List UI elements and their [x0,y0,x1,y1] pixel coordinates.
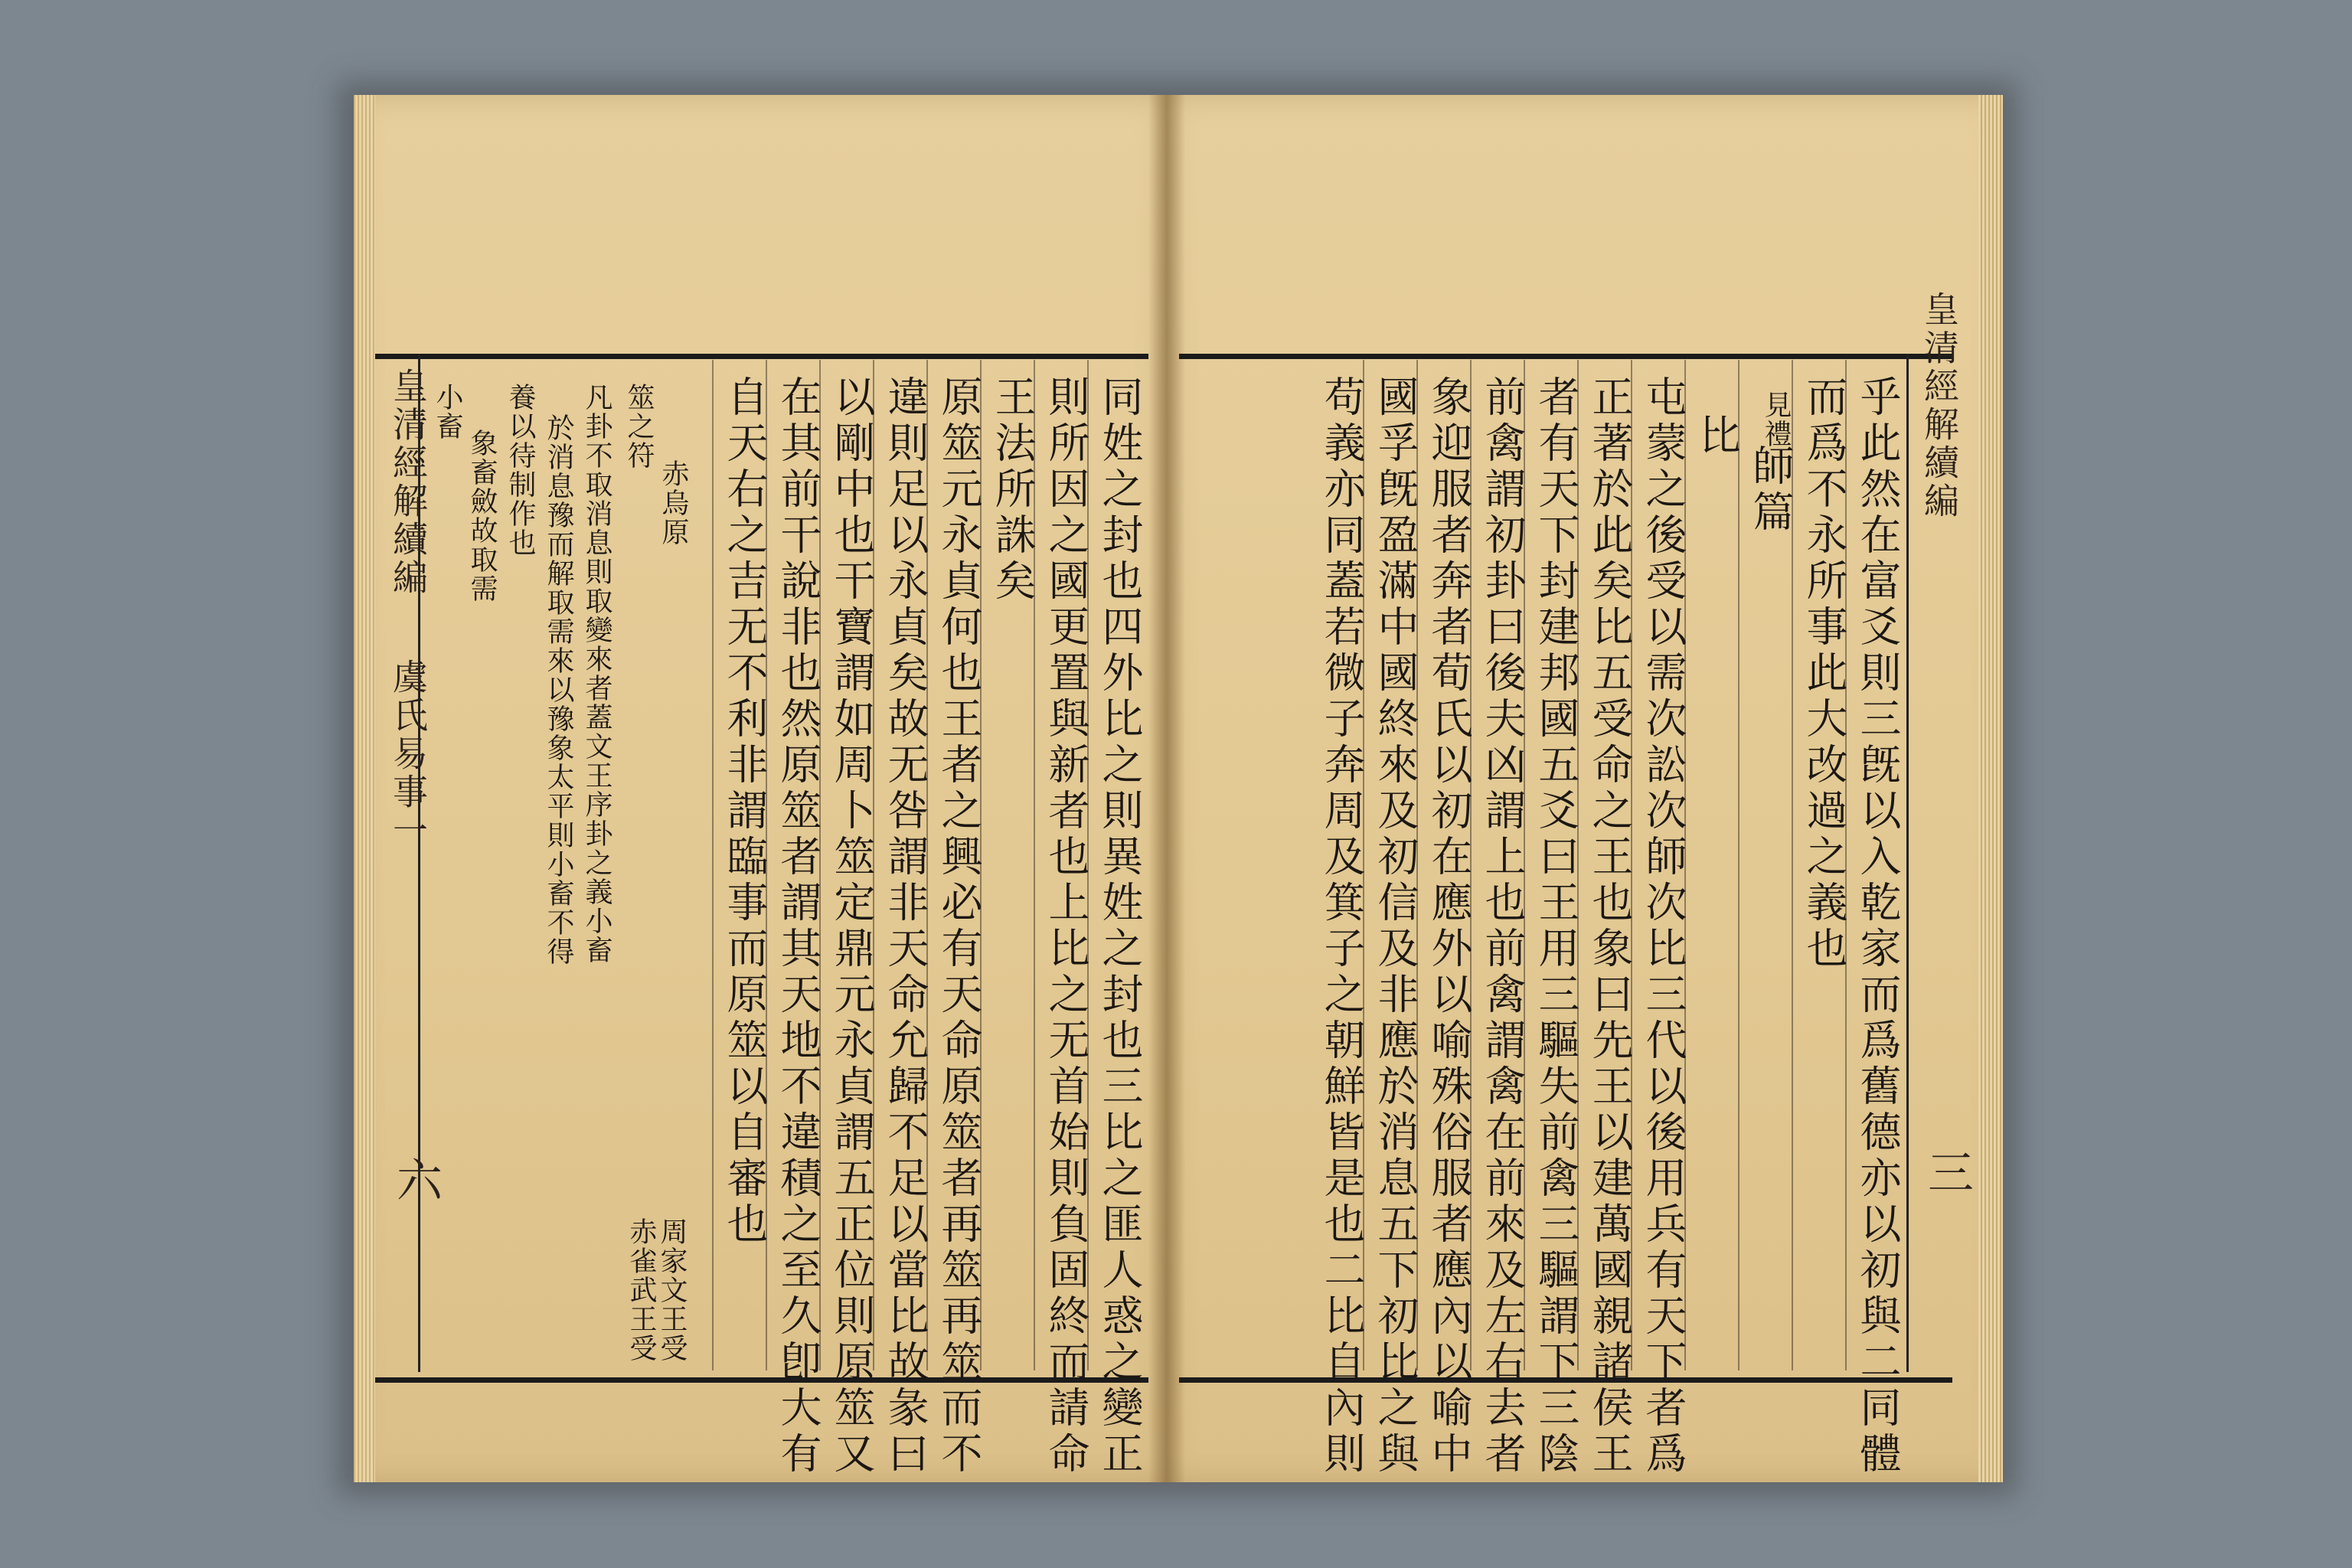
right-col-6: 正著於此矣比五受命之王也象曰先王以建萬國親諸侯王 [1586,375,1634,1478]
left-margin-section: 虞氏易事一 [387,658,429,850]
left-note-col-7: 赤烏原 [658,459,689,547]
left-note-col-2: 象畜斂故取需 [466,429,498,603]
right-margin-folio: 三 [1920,1148,1974,1197]
left-note-col-5: 凡卦不取消息則取變來者蓋文王序卦之義小畜 [581,383,612,965]
left-note-col-1: 小畜 [432,383,463,441]
right-col-8: 前禽謂初卦曰後夫凶謂上也前禽謂禽在前來及左右去者 [1478,375,1527,1478]
right-col-3: 師篇 [1746,444,1795,536]
left-margin-folio: 六 [389,1156,443,1205]
left-note-col-9: 周家文王受 [656,1217,688,1363]
right-col-7: 者有天下封建邦國五爻曰王用三驅失前禽三驅謂下三陰 [1532,375,1580,1478]
left-col-8: 自天右之吉无不利非謂臨事而原筮以自審也 [720,375,769,1248]
right-margin-title: 皇清經解續編 [1919,291,1960,521]
left-col-6: 以剛中也干寶謂如周卜筮定鼎元永貞謂五正位則原筮又 [828,375,876,1478]
left-col-3: 王法所誅矣 [988,375,1037,605]
right-col-11: 苟義亦同蓋若微子奔周及箕子之朝鮮皆是也二比自內則 [1318,375,1366,1478]
left-col-4: 原筮元永貞何也王者之興必有天命原筮者再筮再筮而不 [935,375,983,1478]
right-col-9: 象迎服者奔者荀氏以初在應外以喻殊俗服者應內以喻中 [1425,375,1473,1478]
right-col-10: 國孚旣盈滿中國終來及初信及非應於消息五下初比之與 [1371,375,1419,1478]
right-note-li: 見禮 [1760,390,1792,449]
left-note-col-6: 筮之符 [623,383,655,470]
left-note-col-3: 養以待制作也 [505,383,536,557]
right-col-2: 而爲不永所事此大改過之義也 [1800,375,1848,972]
left-col-2: 則所因之國更置與新者也上比之无首始則負固終而請命 [1042,375,1090,1478]
left-margin-title: 皇清經解續編 [387,368,429,597]
right-col-5: 屯蒙之後受以需次訟次師次比三代以後用兵有天下者爲 [1639,375,1687,1478]
left-note-col-8: 赤雀武王受 [626,1217,657,1363]
left-col-1: 同姓之封也四外比之則異姓之封也三比之匪人惑之變正 [1096,375,1144,1478]
left-col-7: 在其前干說非也然原筮者謂其天地不違積之至久卽大有 [774,375,822,1478]
right-col-1: 乎此然在富爻則三旣以入乾家而爲舊德亦以初與二同體 [1854,375,1902,1478]
left-col-5: 違則足以永貞矣故无咎謂非天命允歸不足以當比故彖曰 [881,375,929,1478]
left-note-col-4: 於消息豫而解取需來以豫象太平則小畜不得 [543,413,574,966]
right-col-4: 比 [1693,413,1741,459]
